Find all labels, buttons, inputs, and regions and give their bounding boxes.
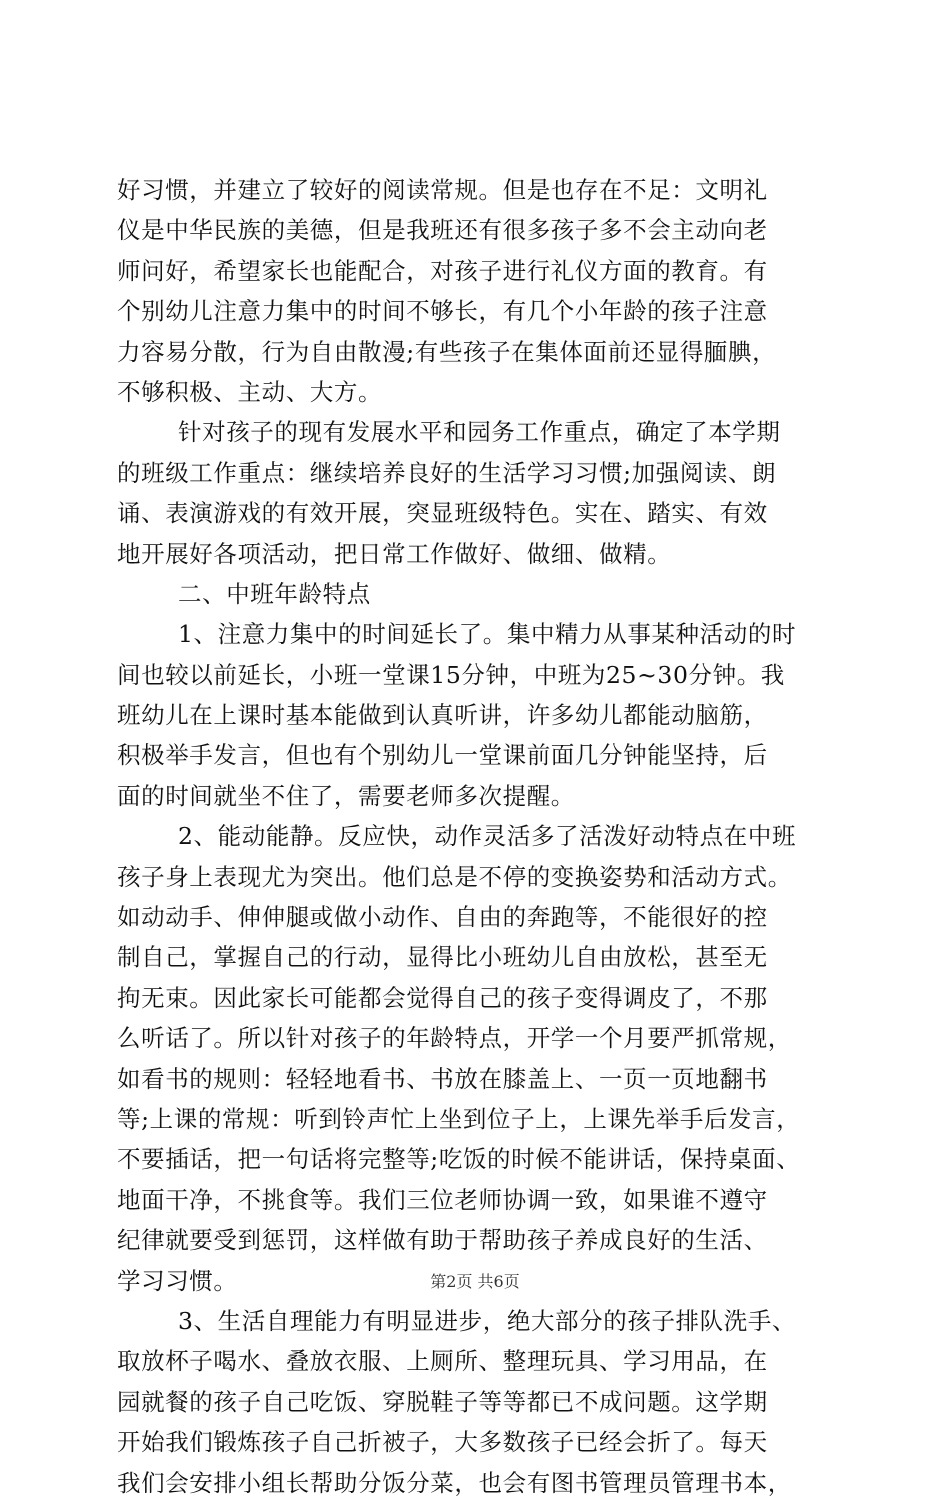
text-line: 好习惯，并建立了较好的阅读常规。但是也存在不足：文明礼 (117, 176, 768, 204)
text-line: 孩子身上表现尤为突出。他们总是不停的变换姿势和活动方式。 (117, 862, 792, 891)
text-line: 地面干净，不挑食等。我们三位老师协调一致，如果谁不遵守 (117, 1185, 768, 1214)
text-line: 开始我们锻炼孩子自己折被子，大多数孩子已经会折了。每天 (117, 1428, 768, 1457)
text-line: 么听话了。所以针对孩子的年龄特点，开学一个月要严抓常规， (117, 1024, 792, 1053)
text-line: 2、能动能静。反应快，动作灵活多了活泼好动特点在中班 (178, 822, 797, 851)
text-line: 不要插话，把一句话将完整等;吃饭的时候不能讲话，保持桌面、 (117, 1145, 801, 1174)
text-line: 二、中班年龄特点 (178, 579, 371, 608)
text-line: 等;上课的常规：听到铃声忙上坐到位子上，上课先举手后发言， (117, 1104, 801, 1133)
text-line: 纪律就要受到惩罚，这样做有助于帮助孩子养成良好的生活、 (117, 1226, 768, 1255)
text-line: 如动动手、伸伸腿或做小动作、自由的奔跑等，不能很好的控 (117, 903, 768, 932)
text-line: 仪是中华民族的美德，但是我班还有很多孩子多不会主动向老 (117, 216, 768, 245)
text-line: 学习习惯。 (117, 1266, 238, 1295)
text-line: 积极举手发言，但也有个别幼儿一堂课前面几分钟能坚持，后 (117, 741, 768, 770)
text-line: 制自己，掌握自己的行动，显得比小班幼儿自由放松，甚至无 (117, 943, 768, 972)
text-line: 3、生活自理能力有明显进步，绝大部分的孩子排队洗手、 (178, 1306, 797, 1335)
text-line: 面的时间就坐不住了，需要老师多次提醒。 (117, 781, 575, 810)
text-line: 取放杯子喝水、叠放衣服、上厕所、整理玩具、学习用品，在 (117, 1347, 768, 1376)
text-line: 力容易分散，行为自由散漫;有些孩子在集体面前还显得腼腆， (117, 337, 777, 366)
text-line: 班幼儿在上课时基本能做到认真听讲，许多幼儿都能动脑筋， (117, 701, 768, 730)
text-line: 师问好，希望家长也能配合，对孩子进行礼仪方面的教育。有 (117, 256, 768, 285)
text-line: 如看书的规则：轻轻地看书、书放在膝盖上、一页一页地翻书 (117, 1064, 768, 1093)
text-line: 诵、表演游戏的有效开展，突显班级特色。实在、踏实、有效 (117, 499, 768, 528)
page-footer: 第2页 共6页 (430, 1272, 520, 1291)
text-line: 拘无束。因此家长可能都会觉得自己的孩子变得调皮了，不那 (117, 983, 768, 1012)
text-line: 个别幼儿注意力集中的时间不够长，有几个小年龄的孩子注意 (117, 297, 768, 326)
text-line: 的班级工作重点：继续培养良好的生活学习习惯;加强阅读、朗 (117, 458, 777, 487)
document-body (117, 170, 832, 1503)
text-line: 1、注意力集中的时间延长了。集中精力从事某种活动的时 (178, 620, 797, 649)
text-line: 地开展好各项活动，把日常工作做好、做细、做精。 (117, 539, 672, 568)
text-line: 园就餐的孩子自己吃饭、穿脱鞋子等等都已不成问题。这学期 (117, 1387, 768, 1416)
text-line: 不够积极、主动、大方。 (117, 377, 383, 406)
text-line: 我们会安排小组长帮助分饭分菜，也会有图书管理员管理书本， (117, 1468, 792, 1497)
text-line: 针对孩子的现有发展水平和园务工作重点，确定了本学期 (178, 418, 781, 447)
text-line: 间也较以前延长，小班一堂课15分钟，中班为25~30分钟。我 (117, 660, 785, 689)
